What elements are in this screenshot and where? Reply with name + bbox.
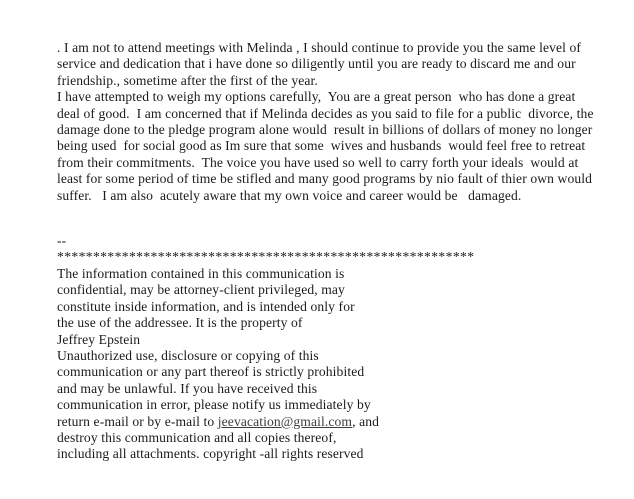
disclaimer-line: The information contained in this communication is [57, 265, 345, 281]
body-line: deal of good. I am concerned that if Melinda decides as you said to file for a public divorce, the [57, 105, 594, 121]
disclaimer-email-line [57, 414, 614, 430]
body-line: I have attempted to weigh my options carefully, You are a great person who has done a great [57, 89, 576, 105]
disclaimer-line: Jeffrey Epstein [57, 331, 141, 347]
signature-block [57, 233, 614, 463]
body-line: . I am not to attend meetings with Melinda , I should continue to provide you the same level of [57, 40, 582, 55]
signature-dashes: -- [57, 233, 67, 249]
disclaimer-line: and may be unlawful. If you have received this [57, 380, 318, 396]
email-line-suffix: , and [352, 413, 380, 429]
disclaimer-line: constitute inside information, and is intended only for [57, 298, 355, 314]
email-line-prefix: return e-mail or by e-mail to [57, 413, 218, 429]
email-body [57, 40, 614, 204]
disclaimer-line: destroy this communication and all copies thereof, [57, 429, 337, 445]
email-text-block [57, 40, 614, 463]
disclaimer-line: communication in error, please notify us immediately by [57, 397, 371, 413]
disclaimer-line: communication or any part thereof is strictly prohibited [57, 364, 365, 380]
body-line: from their commitments. The voice you have used so well to carry forth your ideals would at [57, 154, 579, 170]
email-link[interactable]: jeevacation@gmail.com [217, 413, 353, 429]
body-line: damage done to the pledge program alone would result in billions of dollars of money no longer [57, 122, 593, 138]
disclaimer-line: the use of the addressee. It is the property of [57, 315, 303, 331]
disclaimer-line: including all attachments. copyright -all rights reserved [57, 446, 364, 462]
body-line: suffer. I am also acutely aware that my own voice and career would be damaged. [57, 187, 522, 203]
asterisk-divider: ********************************************************** [57, 249, 475, 265]
body-line: least for some period of time be stifled and many good programs by nio fault of thier own would [57, 171, 593, 187]
body-line: being used for social good as Im sure that some wives and husbands would feel free to retreat [57, 138, 586, 154]
disclaimer-line: confidential, may be attorney-client privileged, may [57, 282, 345, 298]
disclaimer-line: Unauthorized use, disclosure or copying of this [57, 347, 319, 363]
body-line: service and dedication that i have done so diligently until you are ready to discard me and our [57, 56, 576, 72]
body-line: friendship., sometime after the first of the year. [57, 72, 318, 88]
